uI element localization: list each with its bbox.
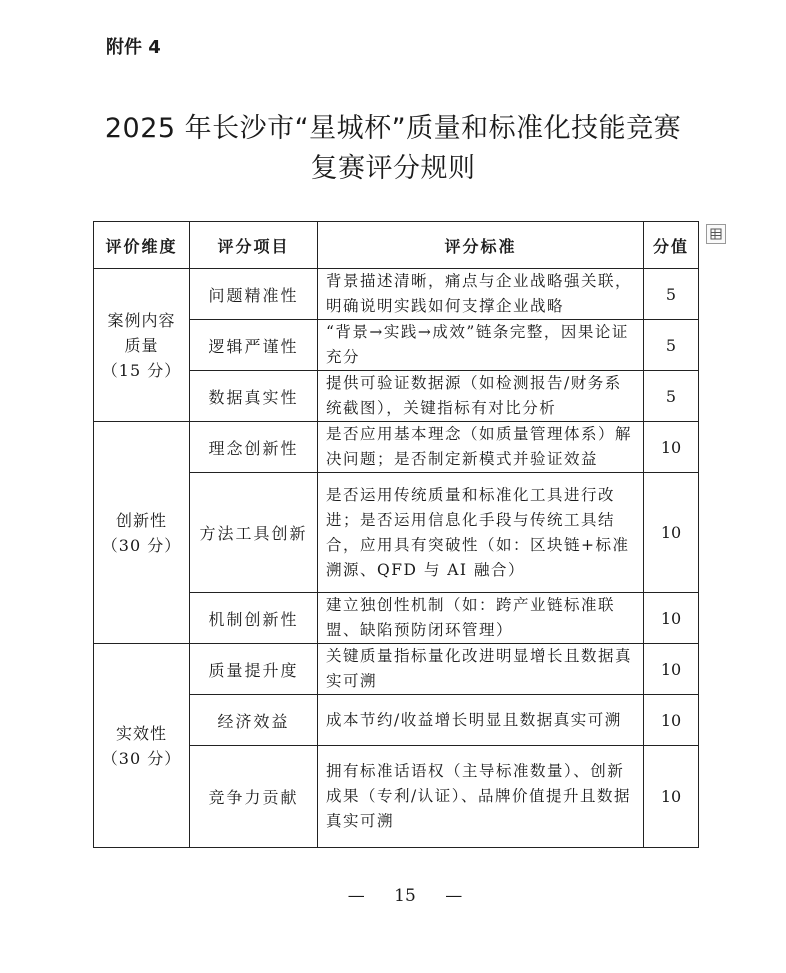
item-cell: 经济效益 bbox=[190, 695, 318, 746]
dimension-cell bbox=[94, 644, 190, 848]
table-select-icon[interactable] bbox=[706, 224, 726, 244]
document-title-line2: 复赛评分规则 bbox=[310, 153, 476, 184]
item-cell: 问题精准性 bbox=[190, 269, 318, 320]
page-dash-left: — bbox=[347, 886, 365, 906]
criteria-cell: 是否运用传统质量和标准化工具进行改进；是否运用信息化手段与传统工具结合，应用具有突破性（如：区块链+标准溯源、QFD 与 AI 融合） bbox=[318, 473, 644, 593]
dimension-cell bbox=[94, 269, 190, 422]
dimension-label: 实效性 bbox=[115, 723, 167, 743]
item-cell: 质量提升度 bbox=[190, 644, 318, 695]
item-cell: 数据真实性 bbox=[190, 371, 318, 422]
table-row bbox=[94, 644, 699, 695]
dimension-score: （15 分） bbox=[101, 360, 182, 380]
scoring-table bbox=[93, 221, 699, 848]
criteria-cell: 背景描述清晰，痛点与企业战略强关联，明确说明实践如何支撑企业战略 bbox=[318, 269, 644, 320]
item-cell: 竞争力贡献 bbox=[190, 746, 318, 848]
header-criteria: 评分标准 bbox=[318, 222, 644, 269]
page-dash-right: — bbox=[445, 886, 463, 906]
points-cell: 10 bbox=[644, 422, 699, 473]
points-cell: 10 bbox=[644, 593, 699, 644]
dimension-cell bbox=[94, 422, 190, 644]
points-cell: 10 bbox=[644, 473, 699, 593]
page-number bbox=[0, 886, 786, 906]
page-number-value: 15 bbox=[394, 886, 416, 906]
item-cell: 方法工具创新 bbox=[190, 473, 318, 593]
criteria-cell: 提供可验证数据源（如检测报告/财务系统截图），关键指标有对比分析 bbox=[318, 371, 644, 422]
item-cell: 机制创新性 bbox=[190, 593, 318, 644]
criteria-cell: 是否应用基本理念（如质量管理体系）解决问题；是否制定新模式并验证效益 bbox=[318, 422, 644, 473]
dimension-label: 质量 bbox=[124, 335, 159, 355]
header-dimension: 评价维度 bbox=[94, 222, 190, 269]
dimension-label: 创新性 bbox=[115, 510, 167, 530]
points-cell: 10 bbox=[644, 746, 699, 848]
criteria-cell: 关键质量指标量化改进明显增长且数据真实可溯 bbox=[318, 644, 644, 695]
document-title-line1: 2025 年长沙市“星城杯”质量和标准化技能竞赛 bbox=[104, 113, 682, 144]
table-row bbox=[94, 269, 699, 320]
criteria-cell: 拥有标准话语权（主导标准数量）、创新成果（专利/认证）、品牌价值提升且数据真实可溯 bbox=[318, 746, 644, 848]
header-item: 评分项目 bbox=[190, 222, 318, 269]
points-cell: 5 bbox=[644, 269, 699, 320]
table-row bbox=[94, 422, 699, 473]
attachment-label: 附件 4 bbox=[106, 37, 161, 58]
points-cell: 10 bbox=[644, 644, 699, 695]
dimension-score: （30 分） bbox=[101, 535, 182, 555]
item-cell: 逻辑严谨性 bbox=[190, 320, 318, 371]
criteria-cell: 成本节约/收益增长明显且数据真实可溯 bbox=[318, 695, 644, 746]
criteria-cell: “背景→实践→成效”链条完整，因果论证充分 bbox=[318, 320, 644, 371]
points-cell: 10 bbox=[644, 695, 699, 746]
points-cell: 5 bbox=[644, 320, 699, 371]
table-header-row bbox=[94, 222, 699, 269]
dimension-score: （30 分） bbox=[101, 748, 182, 768]
criteria-cell: 建立独创性机制（如：跨产业链标准联盟、缺陷预防闭环管理） bbox=[318, 593, 644, 644]
points-cell: 5 bbox=[644, 371, 699, 422]
item-cell: 理念创新性 bbox=[190, 422, 318, 473]
header-points: 分值 bbox=[644, 222, 699, 269]
dimension-label: 案例内容 bbox=[107, 310, 176, 330]
